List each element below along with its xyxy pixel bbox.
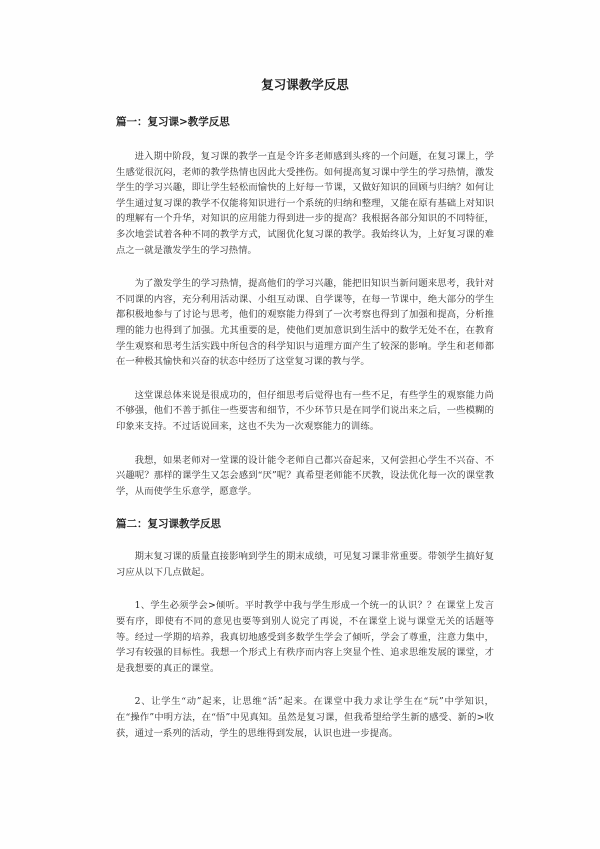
section-1-paragraph-4: 我想，如果老师对一堂课的设计能令老师自己都兴奋起来，又何尝担心学生不兴奋、不兴趣呢？那样的课学生又怎会感到“厌”呢？真希望老师能不厌教，设法优化每一次的课堂教学，从而使学生乐意学，愿意学。 [116,454,494,497]
document-title: 复习课教学反思 [261,77,349,92]
section-1-paragraph-2: 为了激发学生的学习热情，提高他们的学习兴趣，能把旧知识当新问题来思考，我针对不同课的内容，充分利用活动课、小组互动课、自学课等，在每一节课中，绝大部分的学生都积极地参与了讨论与思考，他们的观察能力得到了一次考察也得到了加强和提高，分析推理的能力也得到了加强。尤其重要的是，使他们更加意识到生活中的数学无处不在，在教育学生观察和思考生活实践中所包含的科学知识与道理方面产生了较深的影响。学生和老师都在一种极其愉快和兴奋的状态中经历了这堂复习课的教与学。 [116,278,494,368]
section-2-paragraph-2: 1、学生必须学会>倾听。平时教学中我与学生形成一个统一的认识？？在课堂上发言要有序，即使有不同的意见也要等到别人说完了再说，不在课堂上说与课堂无关的话题等等。经过一学期的培养，我真切地感受到多数学生学会了倾听，学会了尊重，注意力集中，学习有较强的目标性。我想一个形式上有秩序而内容上突显个性、追求思维发展的课堂，才是我想要的真正的课堂。 [116,600,494,674]
section-1-paragraph-3: 这堂课总体来说是很成功的，但仔细思考后觉得也有一些不足，有些学生的观察能力尚不够强，他们不善于抓住一些要害和细节，不少环节只是在同学们说出来之后，一些模糊的印象来支持。不过话说回来，这也不失为一次观察能力的训练。 [116,389,494,432]
section-1-paragraph-1: 进入期中阶段，复习课的教学一直是令许多老师感到头疼的一个问题，在复习课上，学生感觉很沉闷，老师的教学热情也因此大受挫伤。如何提高复习课中学生的学习热情，激发学生的学习兴趣，即让学生轻松而愉快的上好每一节课，又做好知识的回顾与归纳？如何让学生通过复习课的教学不仅能将知识进行一个系统的归纳和整理，又能在原有基础上对知识的理解有一个升华，对知识的应用能力得到进一步的提高？我根据各部分知识的不同特征，多次地尝试着各种不同的教学方式，试图优化复习课的教学。我始终认为，上好复习课的难点之一就是激发学生的学习热情。 [116,151,494,256]
section-2-heading: 篇二：复习课教学反思 [116,518,221,531]
section-1-heading: 篇一：复习课>教学反思 [116,116,230,128]
section-2-paragraph-3: 2、让学生“动”起来，让思维“活”起来。在课堂中我力求让学生在“玩”中学知识，在“操作”中明方法，在“悟”中见真知。虽然是复习课，但我希望给学生新的感受、新的>收获，通过一系列的活动，学生的思维得到发展，认识也进一步提高。 [116,696,494,739]
section-2-paragraph-1: 期末复习课的质量直接影响到学生的期末成绩，可见复习课非常重要。带领学生搞好复习应从以下几点做起。 [116,551,494,578]
